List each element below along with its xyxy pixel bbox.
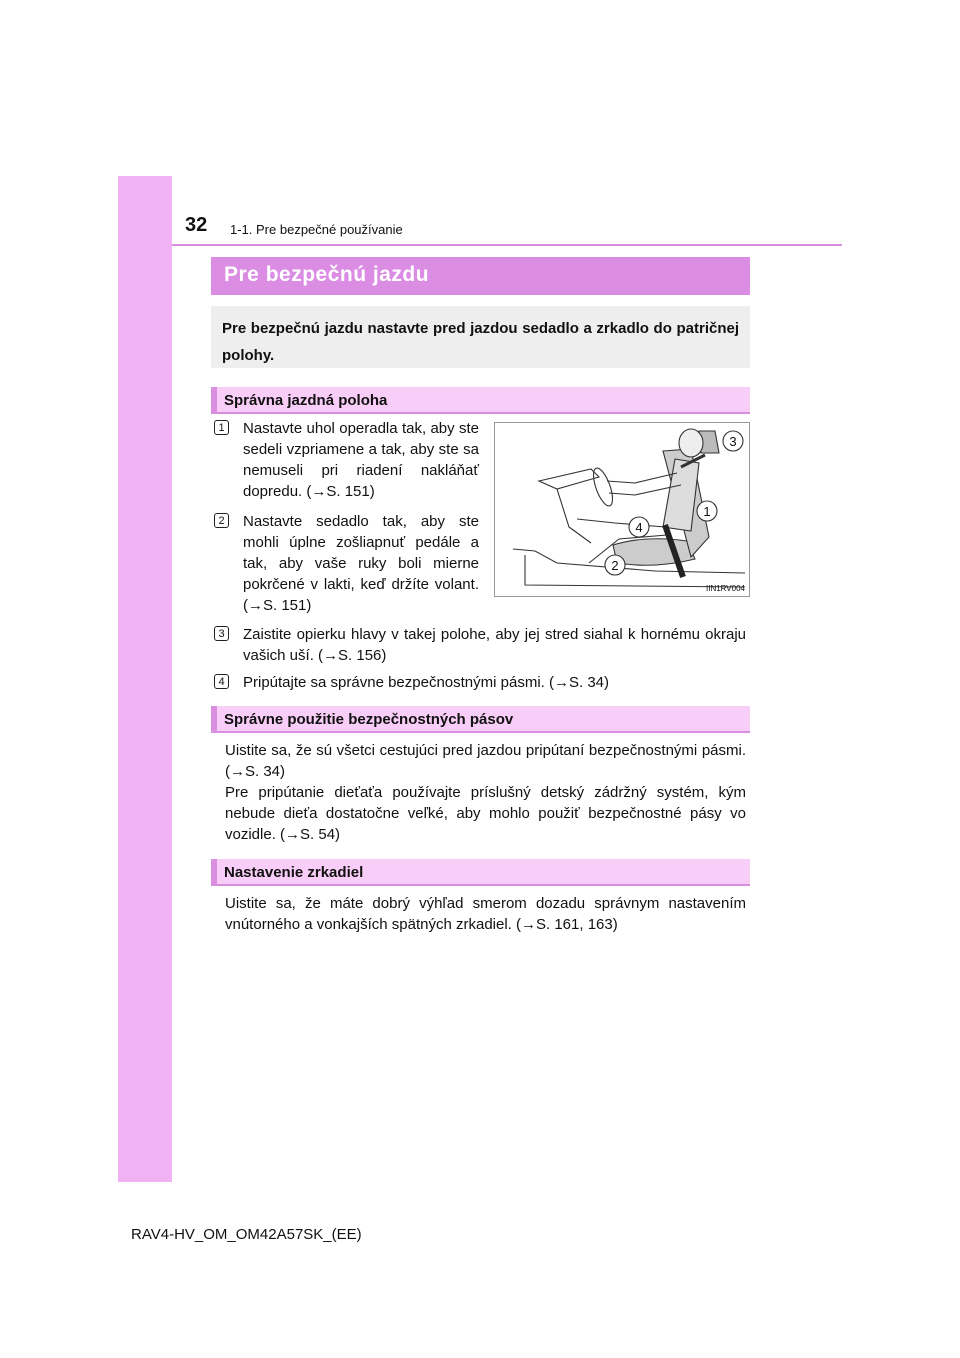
header-divider <box>172 244 842 246</box>
page-title-bar <box>211 257 750 295</box>
figure-code: IIN1RV004 <box>706 584 745 593</box>
callout-1: 1 <box>703 504 711 519</box>
seating-position-figure <box>494 422 750 597</box>
item-text: Nastavte sedadlo tak, aby ste mohli úplne zošliapnuť pedále a tak, aby vaše ruky boli mierne pokrčené v lakti, keď držíte volant. (→S. 151) <box>243 513 479 614</box>
callout-4: 4 <box>635 520 643 535</box>
item-text: Pripútajte sa správne bezpečnostnými pásmi. (→S. 34) <box>243 674 609 691</box>
driver-seat-illustration <box>495 423 749 596</box>
section-heading-label: Správna jazdná poloha <box>224 392 388 409</box>
list-item <box>218 624 746 666</box>
callout-2: 2 <box>611 558 619 573</box>
list-item <box>218 672 746 693</box>
item-number: 2 <box>214 513 229 528</box>
list-item <box>218 511 479 616</box>
paragraph: Uistite sa, že máte dobrý výhľad smerom dozadu správnym nastavením vnútorného a vonkajších spätných zrkadiel. (→S. 161, 163) <box>225 895 746 933</box>
item-text: Zaistite opierku hlavy v takej polohe, aby jej stred siahal k hornému okraju vašich uší. (→S. 156) <box>243 626 746 664</box>
item-number: 3 <box>214 626 229 641</box>
section-heading-label: Správne použitie bezpečnostných pásov <box>224 711 514 728</box>
section-heading-mirrors <box>211 859 750 886</box>
paragraph: Uistite sa, že sú všetci cestujúci pred jazdou pripútaní bezpečnostnými pásmi. (→S. 34) <box>225 742 746 780</box>
item-number: 4 <box>214 674 229 689</box>
section-heading-label: Nastavenie zrkadiel <box>224 864 364 881</box>
chapter-sidebar-tab <box>118 176 172 1182</box>
page-title: Pre bezpečnú jazdu <box>224 263 430 286</box>
list-item <box>218 418 479 502</box>
callout-3: 3 <box>729 434 737 449</box>
paragraph: Pre pripútanie dieťaťa používajte príslušný detský zádržný systém, kým nebude dieťa dostatočne veľké, aby mohlo použiť bezpečnostné pásy vo vozidle. (→S. 54) <box>225 784 746 843</box>
item-number: 1 <box>214 420 229 435</box>
intro-box: Pre bezpečnú jazdu nastavte pred jazdou sedadlo a zrkadlo do patričnej polohy. <box>211 306 750 368</box>
item-text: Nastavte uhol operadla tak, aby ste sedeli vzpriamene a tak, aby ste sa nemuseli pri riadení nakláňať dopredu. (→S. 151) <box>243 420 479 500</box>
page-number: 32 <box>185 214 208 236</box>
section-header: 1-1. Pre bezpečné používanie <box>230 222 403 237</box>
section-heading-position <box>211 387 750 414</box>
footer-document-code: RAV4-HV_OM_OM42A57SK_(EE) <box>131 1226 362 1243</box>
section-heading-belts <box>211 706 750 733</box>
